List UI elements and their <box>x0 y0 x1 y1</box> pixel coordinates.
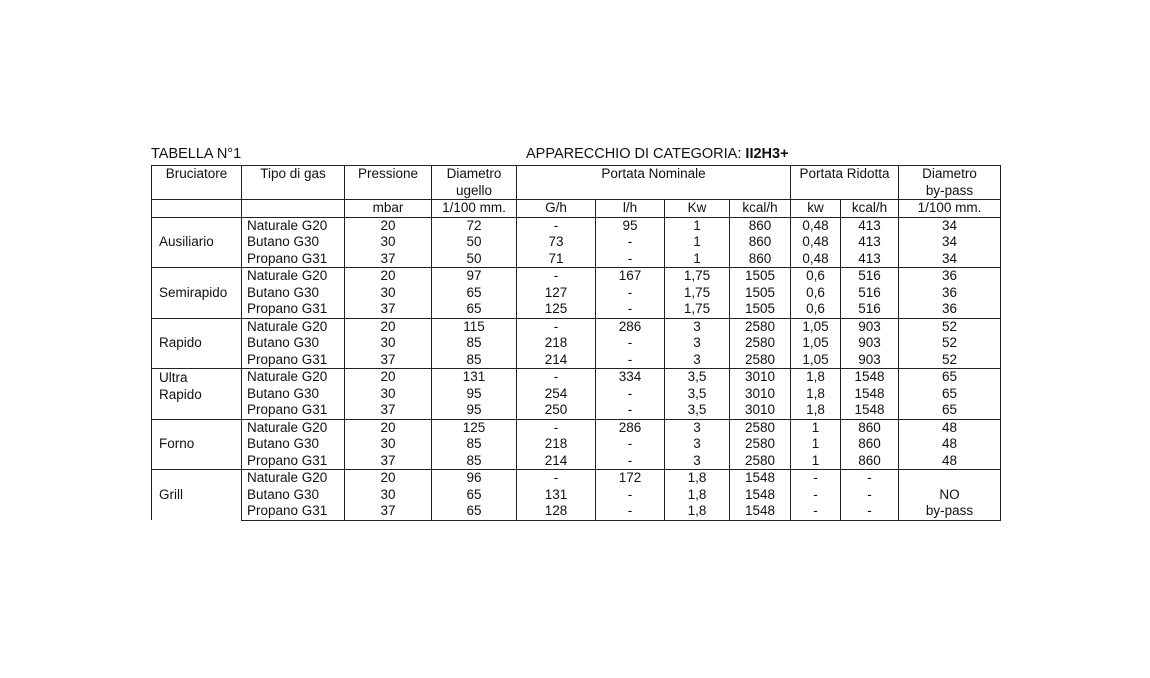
unit-cell: kw <box>791 200 841 218</box>
value-cell: 250 <box>517 402 596 419</box>
value-cell: 860 <box>730 234 791 251</box>
value-cell: 286 <box>596 419 665 436</box>
value-cell: 131 <box>517 487 596 504</box>
gas-type-cell: Propano G31 <box>242 352 345 369</box>
value-cell: 30 <box>345 436 432 453</box>
value-cell: 37 <box>345 251 432 268</box>
value-cell: NO <box>899 487 1001 504</box>
value-cell: 20 <box>345 268 432 285</box>
value-cell: 218 <box>517 335 596 352</box>
table-row <box>152 487 1001 504</box>
gas-type-cell: Butano G30 <box>242 285 345 302</box>
value-cell: 95 <box>596 217 665 234</box>
value-cell: 214 <box>517 352 596 369</box>
burner-name-cell <box>152 369 242 420</box>
value-cell: 3 <box>665 419 730 436</box>
table-row <box>152 402 1001 419</box>
value-cell: 1,75 <box>665 301 730 318</box>
gas-type-cell: Butano G30 <box>242 386 345 403</box>
value-cell: 48 <box>899 419 1001 436</box>
value-cell: by-pass <box>899 503 1001 520</box>
value-cell: 3,5 <box>665 402 730 419</box>
value-cell: 36 <box>899 285 1001 302</box>
value-cell: - <box>596 251 665 268</box>
value-cell: - <box>596 436 665 453</box>
table-number-label: TABELLA N°1 <box>151 146 242 162</box>
header-ugello: ugello <box>432 183 517 200</box>
header-tipo-gas: Tipo di gas <box>242 166 345 183</box>
value-cell: 20 <box>345 419 432 436</box>
value-cell: 903 <box>841 318 899 335</box>
value-cell: - <box>517 318 596 335</box>
value-cell: - <box>517 217 596 234</box>
table-row <box>152 436 1001 453</box>
value-cell: 36 <box>899 268 1001 285</box>
value-cell: 30 <box>345 386 432 403</box>
table-row <box>152 419 1001 436</box>
value-cell: 3 <box>665 453 730 470</box>
value-cell: 65 <box>899 386 1001 403</box>
value-cell: - <box>841 487 899 504</box>
value-cell: 0,48 <box>791 234 841 251</box>
value-cell: - <box>841 470 899 487</box>
value-cell: 860 <box>841 419 899 436</box>
document-header <box>151 146 1001 166</box>
table-row <box>152 503 1001 520</box>
burner-name-cell <box>152 470 242 521</box>
value-cell: 0,6 <box>791 301 841 318</box>
gas-type-cell: Propano G31 <box>242 301 345 318</box>
header-portata-nominale: Portata Nominale <box>517 166 791 183</box>
gas-type-cell: Naturale G20 <box>242 268 345 285</box>
value-cell: 1 <box>791 419 841 436</box>
table-row <box>152 369 1001 386</box>
value-cell: 3,5 <box>665 386 730 403</box>
value-cell: 127 <box>517 285 596 302</box>
value-cell: 1,05 <box>791 318 841 335</box>
header-pressione-cont <box>345 183 432 200</box>
value-cell <box>899 470 1001 487</box>
value-cell: 30 <box>345 234 432 251</box>
value-cell: 516 <box>841 268 899 285</box>
value-cell: 516 <box>841 301 899 318</box>
value-cell: 30 <box>345 335 432 352</box>
unit-cell: kcal/h <box>730 200 791 218</box>
table-row <box>152 217 1001 234</box>
value-cell: 214 <box>517 453 596 470</box>
value-cell: 413 <box>841 251 899 268</box>
value-cell: 65 <box>432 285 517 302</box>
value-cell: - <box>596 234 665 251</box>
value-cell: 3,5 <box>665 369 730 386</box>
value-cell: - <box>841 503 899 520</box>
value-cell: 50 <box>432 251 517 268</box>
gas-type-cell: Naturale G20 <box>242 217 345 234</box>
value-cell: 1548 <box>730 487 791 504</box>
gas-type-cell: Naturale G20 <box>242 470 345 487</box>
header-bruciatore-cont <box>152 183 242 200</box>
table-row <box>152 234 1001 251</box>
value-cell: 1,8 <box>665 470 730 487</box>
value-cell: 1,75 <box>665 285 730 302</box>
burner-name: Semirapido <box>159 284 228 300</box>
value-cell: 2580 <box>730 335 791 352</box>
header-pressione: Pressione <box>345 166 432 183</box>
table-row <box>152 470 1001 487</box>
value-cell: - <box>517 470 596 487</box>
value-cell: 1,05 <box>791 352 841 369</box>
value-cell: 37 <box>345 503 432 520</box>
value-cell: 85 <box>432 335 517 352</box>
value-cell: 1,75 <box>665 268 730 285</box>
value-cell: 1505 <box>730 285 791 302</box>
value-cell: 3 <box>665 335 730 352</box>
gas-type-cell: Naturale G20 <box>242 419 345 436</box>
unit-cell: mbar <box>345 200 432 218</box>
value-cell: 1548 <box>730 503 791 520</box>
value-cell: 34 <box>899 234 1001 251</box>
appliance-category <box>526 146 789 162</box>
table-row <box>152 268 1001 285</box>
gas-type-cell: Butano G30 <box>242 487 345 504</box>
value-cell: 0,48 <box>791 251 841 268</box>
burner-name: Ultra <box>159 370 188 385</box>
unit-cell: 1/100 mm. <box>899 200 1001 218</box>
table-row <box>152 301 1001 318</box>
value-cell: 65 <box>432 503 517 520</box>
value-cell: 72 <box>432 217 517 234</box>
value-cell: 1505 <box>730 268 791 285</box>
value-cell: 125 <box>517 301 596 318</box>
value-cell: 1548 <box>841 402 899 419</box>
value-cell: 3010 <box>730 386 791 403</box>
header-portata-ridotta: Portata Ridotta <box>791 166 899 183</box>
value-cell: 52 <box>899 352 1001 369</box>
value-cell: 3 <box>665 352 730 369</box>
header-bypass: by-pass <box>899 183 1001 200</box>
value-cell: 254 <box>517 386 596 403</box>
value-cell: 1 <box>791 453 841 470</box>
value-cell: 30 <box>345 487 432 504</box>
value-cell: 96 <box>432 470 517 487</box>
value-cell: 20 <box>345 369 432 386</box>
header-diametro-ugello: Diametro <box>432 166 517 183</box>
value-cell: 860 <box>730 217 791 234</box>
value-cell: 1,8 <box>791 402 841 419</box>
value-cell: 516 <box>841 285 899 302</box>
value-cell: 172 <box>596 470 665 487</box>
burner-name-cell <box>152 419 242 470</box>
unit-cell: kcal/h <box>841 200 899 218</box>
value-cell: 85 <box>432 453 517 470</box>
value-cell: 413 <box>841 217 899 234</box>
value-cell: - <box>517 419 596 436</box>
burner-name-cell <box>152 217 242 268</box>
burner-name: Grill <box>159 486 183 502</box>
value-cell: 3010 <box>730 402 791 419</box>
header-diametro-bypass: Diametro <box>899 166 1001 183</box>
units-row <box>152 200 1001 218</box>
value-cell: 73 <box>517 234 596 251</box>
value-cell: 1 <box>665 251 730 268</box>
header-row-2 <box>152 183 1001 200</box>
value-cell: 85 <box>432 436 517 453</box>
value-cell: 52 <box>899 318 1001 335</box>
value-cell: 1548 <box>841 369 899 386</box>
unit-cell-empty <box>242 200 345 218</box>
value-cell: 50 <box>432 234 517 251</box>
value-cell: 37 <box>345 402 432 419</box>
value-cell: 95 <box>432 386 517 403</box>
value-cell: - <box>596 503 665 520</box>
value-cell: - <box>596 386 665 403</box>
value-cell: 65 <box>899 369 1001 386</box>
value-cell: 37 <box>345 352 432 369</box>
value-cell: - <box>791 470 841 487</box>
value-cell: 1548 <box>730 470 791 487</box>
value-cell: - <box>596 487 665 504</box>
value-cell: 65 <box>432 487 517 504</box>
value-cell: 52 <box>899 335 1001 352</box>
value-cell: 1,8 <box>665 487 730 504</box>
value-cell: 125 <box>432 419 517 436</box>
unit-cell: G/h <box>517 200 596 218</box>
value-cell: 34 <box>899 251 1001 268</box>
unit-cell-empty <box>152 200 242 218</box>
value-cell: 1,05 <box>791 335 841 352</box>
table-row <box>152 453 1001 470</box>
value-cell: - <box>596 285 665 302</box>
header-portata-ridotta-cont <box>791 183 899 200</box>
value-cell: 34 <box>899 217 1001 234</box>
table-row <box>152 335 1001 352</box>
value-cell: 413 <box>841 234 899 251</box>
value-cell: 85 <box>432 352 517 369</box>
value-cell: 3010 <box>730 369 791 386</box>
unit-cell: Kw <box>665 200 730 218</box>
category-value: II2H3+ <box>745 146 789 162</box>
value-cell: 128 <box>517 503 596 520</box>
burner-name: Forno <box>159 436 195 451</box>
header-tipo-gas-cont <box>242 183 345 200</box>
gas-type-cell: Propano G31 <box>242 251 345 268</box>
value-cell: 334 <box>596 369 665 386</box>
unit-cell: l/h <box>596 200 665 218</box>
table-row <box>152 285 1001 302</box>
value-cell: 903 <box>841 335 899 352</box>
gas-type-cell: Butano G30 <box>242 335 345 352</box>
value-cell: - <box>596 352 665 369</box>
value-cell: 1,8 <box>665 503 730 520</box>
value-cell: 1 <box>665 234 730 251</box>
burner-specs-table <box>151 165 1001 521</box>
gas-type-cell: Propano G31 <box>242 503 345 520</box>
value-cell: 20 <box>345 318 432 335</box>
value-cell: 0,6 <box>791 268 841 285</box>
value-cell: - <box>517 268 596 285</box>
table-row <box>152 386 1001 403</box>
value-cell: - <box>791 503 841 520</box>
gas-type-cell: Naturale G20 <box>242 318 345 335</box>
value-cell: 860 <box>730 251 791 268</box>
value-cell: 1548 <box>841 386 899 403</box>
value-cell: 167 <box>596 268 665 285</box>
gas-type-cell: Propano G31 <box>242 453 345 470</box>
value-cell: 37 <box>345 301 432 318</box>
value-cell: 131 <box>432 369 517 386</box>
value-cell: 0,6 <box>791 285 841 302</box>
value-cell: 1,8 <box>791 386 841 403</box>
value-cell: 0,48 <box>791 217 841 234</box>
header-bruciatore: Bruciatore <box>152 166 242 183</box>
gas-type-cell: Naturale G20 <box>242 369 345 386</box>
value-cell: 95 <box>432 402 517 419</box>
value-cell: 48 <box>899 453 1001 470</box>
value-cell: 2580 <box>730 419 791 436</box>
value-cell: 37 <box>345 453 432 470</box>
value-cell: - <box>596 402 665 419</box>
gas-type-cell: Propano G31 <box>242 402 345 419</box>
burner-name: Rapido <box>159 387 202 402</box>
value-cell: 71 <box>517 251 596 268</box>
gas-type-cell: Butano G30 <box>242 436 345 453</box>
value-cell: 30 <box>345 285 432 302</box>
value-cell: 20 <box>345 470 432 487</box>
value-cell: 218 <box>517 436 596 453</box>
value-cell: 2580 <box>730 352 791 369</box>
value-cell: 1505 <box>730 301 791 318</box>
burner-name-cell <box>152 318 242 369</box>
gas-type-cell: Butano G30 <box>242 234 345 251</box>
value-cell: 860 <box>841 453 899 470</box>
value-cell: 1 <box>791 436 841 453</box>
value-cell: 1,8 <box>791 369 841 386</box>
table-row <box>152 352 1001 369</box>
value-cell: - <box>596 301 665 318</box>
value-cell: 65 <box>432 301 517 318</box>
value-cell: 3 <box>665 318 730 335</box>
value-cell: - <box>517 369 596 386</box>
value-cell: 286 <box>596 318 665 335</box>
value-cell: 48 <box>899 436 1001 453</box>
value-cell: 2580 <box>730 453 791 470</box>
value-cell: 115 <box>432 318 517 335</box>
value-cell: - <box>596 453 665 470</box>
table-row <box>152 251 1001 268</box>
header-portata-nominale-cont <box>517 183 791 200</box>
burner-name-cell <box>152 268 242 319</box>
value-cell: - <box>791 487 841 504</box>
value-cell: 860 <box>841 436 899 453</box>
value-cell: - <box>596 335 665 352</box>
value-cell: 903 <box>841 352 899 369</box>
burner-name: Rapido <box>159 335 202 350</box>
category-prefix: APPARECCHIO DI CATEGORIA: <box>526 146 746 162</box>
value-cell: 36 <box>899 301 1001 318</box>
value-cell: 2580 <box>730 436 791 453</box>
value-cell: 2580 <box>730 318 791 335</box>
value-cell: 1 <box>665 217 730 234</box>
table-row <box>152 318 1001 335</box>
value-cell: 3 <box>665 436 730 453</box>
burner-name: Ausiliario <box>159 234 214 249</box>
unit-cell: 1/100 mm. <box>432 200 517 218</box>
value-cell: 97 <box>432 268 517 285</box>
value-cell: 65 <box>899 402 1001 419</box>
value-cell: 20 <box>345 217 432 234</box>
header-row <box>152 166 1001 183</box>
